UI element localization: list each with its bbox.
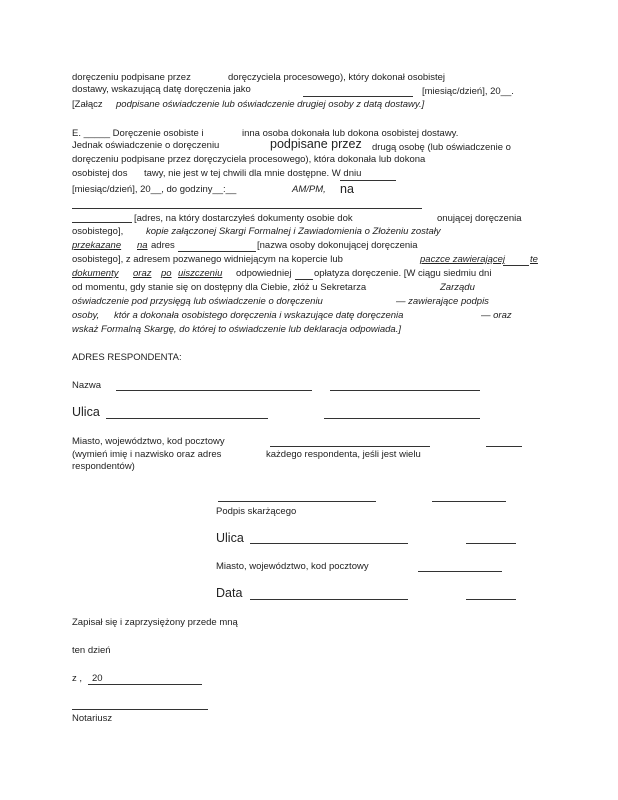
complainant-date-field-2[interactable] (466, 599, 516, 600)
street-label: Ulica (72, 405, 100, 419)
text-line: podpisane przez (270, 137, 362, 151)
text-line: dostawy, wskazującą datę doręczenia jako (72, 84, 251, 95)
text-line: kopie załączonej Skargi Formalnej i Zawiadomienia o Złożeniu zostały (146, 226, 441, 237)
year-label: z , (72, 673, 83, 684)
blank-line (340, 180, 396, 181)
street-field[interactable] (106, 418, 268, 419)
text-line: — zawierające podpis (396, 296, 489, 307)
text-line: [miesiąc/dzień], 20__, do godziny__:__ (72, 184, 237, 195)
complainant-city-label: Miasto, województwo, kod pocztowy (216, 561, 369, 572)
text-line: oraz (133, 268, 152, 279)
text-line: po (161, 268, 172, 279)
text-line: AM/PM, (292, 184, 326, 195)
complainant-street-field[interactable] (250, 543, 408, 544)
text-line: osobistej dos (72, 168, 128, 179)
note-text: (wymień imię i nazwisko oraz adres (72, 449, 222, 460)
complainant-date-label: Data (216, 586, 243, 600)
section-heading: ADRES RESPONDENTA: (72, 352, 182, 363)
text-line: osobistego], (72, 226, 124, 237)
text-line: oświadczenie pod przysięgą lub oświadczenie o doręczeniu (72, 296, 323, 307)
name-field[interactable] (116, 390, 312, 391)
signature-label: Podpis skarżącego (216, 506, 297, 517)
text-line: na (340, 182, 354, 196)
text-line: podpisane oświadczenie lub oświadczenie drugiej osoby z datą dostawy.] (116, 99, 425, 110)
text-line: wskaż Formalną Skargę, do której to oświadczenie lub deklaracja odpowiada.] (72, 324, 401, 335)
note-text: respondentów) (72, 461, 135, 472)
name-label: Nazwa (72, 380, 102, 391)
sworn-text: Zapisał się i zaprzysiężony przede mną (72, 617, 238, 628)
text-line: Zarządu (440, 282, 475, 293)
note-text: każdego respondenta, jeśli jest wielu (266, 449, 421, 460)
blank-line (178, 251, 256, 252)
text-line: uiszczeniu (178, 268, 223, 279)
city-field[interactable] (270, 446, 430, 447)
text-line: [adres, na który dostarczyłeś dokumenty osobie dok (134, 213, 353, 224)
text-line: [nazwa osoby dokonującej doręczenia (257, 240, 418, 251)
text-line: onującej doręczenia (437, 213, 522, 224)
text-line: — oraz (481, 310, 512, 321)
blank-line (72, 222, 132, 223)
text-line: od momentu, gdy stanie się on dostępny dla Ciebie, złóż u Sekretarza (72, 282, 367, 293)
text-line: któr a dokonała osobistego doręczenia i wskazujące datę doręczenia (114, 310, 404, 321)
year-value: 20 (92, 673, 103, 684)
complainant-city-field[interactable] (418, 571, 502, 572)
notary-label: Notariusz (72, 713, 113, 724)
city-label: Miasto, województwo, kod pocztowy (72, 436, 225, 447)
complainant-date-field[interactable] (250, 599, 408, 600)
year-field[interactable] (88, 684, 202, 685)
blank-line (72, 208, 422, 209)
text-line: osoby, (72, 310, 100, 321)
signature-field[interactable] (218, 501, 376, 502)
blank-line (303, 96, 413, 97)
text-line: drugą osobę (lub oświadczenie o (372, 142, 511, 153)
text-line: doręczeniu podpisane przez doręczyciela procesowego), która dokonała lub dokona (72, 154, 426, 165)
complainant-street-label: Ulica (216, 531, 244, 545)
street-field-2[interactable] (324, 418, 480, 419)
text-line: adres (151, 240, 175, 251)
text-line: dokumenty (72, 268, 119, 279)
text-line: E. _____ Doręczenie osobiste i (72, 128, 204, 139)
text-line: inna osoba dokonała lub dokona osobistej dostawy. (242, 128, 459, 139)
notary-signature-field[interactable] (72, 709, 208, 710)
text-line: odpowiedniej (236, 268, 292, 279)
text-line: przekazane (72, 240, 122, 251)
text-line: na (137, 240, 148, 251)
text-line: [Załącz (72, 99, 103, 110)
blank-line (295, 279, 313, 280)
text-line: tawy, nie jest w tej chwili dla mnie dostępne. W dniu (144, 168, 362, 179)
text-line: doręczeniu podpisane przez (72, 72, 191, 83)
name-field-2[interactable] (330, 390, 480, 391)
text-line: te (530, 254, 538, 265)
zip-field[interactable] (486, 446, 522, 447)
complainant-street-field-2[interactable] (466, 543, 516, 544)
signature-field-2[interactable] (432, 501, 506, 502)
text-line: opłatyza doręczenie. [W ciągu siedmiu dni (314, 268, 492, 279)
text-line: Jednak oświadczenie o doręczeniu (72, 140, 220, 151)
text-line: paczce zawierającej (420, 254, 506, 265)
day-label: ten dzień (72, 645, 111, 656)
text-line: osobistego], z adresem pozwanego widniejącym na kopercie lub (72, 254, 343, 265)
text-line: doręczyciela procesowego), który dokonał osobistej (228, 72, 446, 83)
blank-line (503, 265, 529, 266)
text-line: [miesiąc/dzień], 20__. (422, 86, 514, 97)
